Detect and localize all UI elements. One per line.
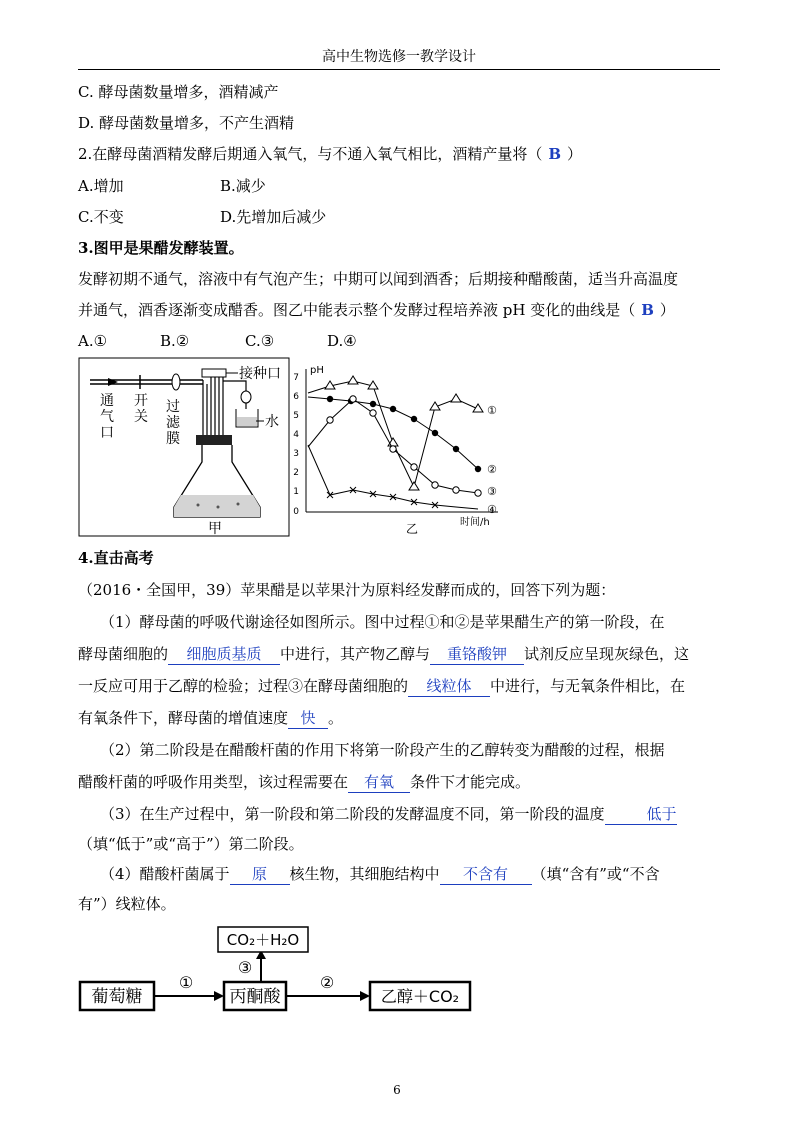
q2-option-b: B.减少 — [220, 177, 266, 195]
q4-title: 4.直击高考 — [78, 549, 154, 567]
y-tick-6: 6 — [293, 392, 299, 402]
q2-options-row2 — [78, 207, 728, 227]
y-tick-3: 3 — [293, 449, 299, 459]
step-3-label: ③ — [237, 958, 253, 977]
co2-water-label: CO₂＋H₂O — [226, 931, 300, 949]
glucose-label: 葡萄糖 — [91, 987, 143, 1007]
p1-d-text2: 。 — [328, 709, 344, 727]
answer-blank-4: 快 — [288, 708, 328, 729]
x-axis-label: 时间/h — [460, 517, 490, 528]
y-tick-4: 4 — [293, 430, 299, 440]
answer-blank-1: 细胞质基质 — [168, 644, 280, 665]
p2-b-text1: 醋酸杆菌的呼吸作用类型，该过程需要在 — [78, 773, 349, 791]
q2-answer: B — [548, 145, 562, 163]
q3-option-a: A.① — [78, 332, 108, 350]
q3-title: 3.图甲是果醋发酵装置。 — [78, 239, 244, 257]
p4-line-b: 有”）线粒体。 — [78, 895, 176, 913]
answer-blank-5: 有氧 — [348, 772, 410, 793]
q2-options-row1 — [78, 176, 728, 196]
curve-label-4: ④ — [487, 503, 497, 516]
curve-label-1: ① — [487, 404, 497, 417]
y-tick-7: 7 — [293, 373, 299, 383]
q2-option-a: A.增加 — [78, 177, 124, 195]
y-tick-0: 0 — [293, 507, 299, 517]
q3-answer: B — [641, 301, 654, 319]
p1-b-text1: 酵母菌细胞的 — [78, 645, 169, 663]
q3-close: ） — [659, 301, 675, 319]
q3-options — [78, 331, 728, 351]
q2-text: 2.在酵母菌酒精发酵后期通入氧气，与不通入氧气相比，酒精产量将（ — [78, 145, 543, 163]
label-filter-3: 膜 — [166, 431, 180, 447]
p1-line-b — [78, 644, 728, 665]
answer-blank-6: 低于 — [605, 804, 677, 825]
page-number: 6 — [393, 1083, 401, 1097]
label-water: 水 — [265, 414, 279, 430]
p3-a-text1: （3）在生产过程中，第一阶段和第二阶段的发酵温度不同，第一阶段的温度 — [100, 805, 605, 823]
label-port: 接种口 — [239, 366, 281, 382]
q3-line1: 发酵初期不通气，溶液中有气泡产生；中期可以闻到酒香；后期接种醋酸菌，适当升高温度 — [78, 270, 679, 288]
q2-option-d: D.先增加后减少 — [220, 208, 327, 226]
label-switch-2: 关 — [134, 409, 148, 425]
step-1-label: ① — [178, 973, 194, 992]
p1-line-a: （1）酵母菌的呼吸代谢途径如图所示。图中过程①和②是苹果醋生产的第一阶段，在 — [100, 613, 665, 631]
p3-line-a — [100, 804, 750, 825]
q3-option-c: C.③ — [245, 332, 275, 350]
y-tick-5: 5 — [293, 411, 299, 421]
p1-c-text1: 一反应可用于乙醇的检验；过程③在酵母菌细胞的 — [78, 677, 409, 695]
p4-line-a — [100, 864, 750, 885]
p1-line-c — [78, 676, 728, 697]
ethanol-label: 乙醇＋CO₂ — [380, 987, 460, 1006]
answer-blank-8: 不含有 — [440, 864, 532, 885]
q3-line2 — [78, 300, 728, 320]
caption-yi: 乙 — [406, 522, 419, 536]
label-switch-1: 开 — [134, 393, 148, 409]
respiration-pathway-diagram — [78, 925, 478, 1015]
p1-line-d — [78, 708, 728, 729]
y-tick-1: 1 — [293, 487, 299, 497]
p4-a-text2: 核生物，其细胞结构中 — [289, 865, 440, 883]
curve-label-3: ③ — [487, 485, 497, 498]
p4-a-text3: （填“含有”或“不含 — [531, 865, 660, 883]
y-axis-label: pH — [310, 365, 324, 376]
answer-blank-2: 重铬酸钾 — [430, 644, 524, 665]
page-header: 高中生物选修一教学设计 — [78, 46, 720, 70]
p1-b-text2: 中进行，其产物乙醇与 — [280, 645, 431, 663]
q3-text: 并通气，酒香逐渐变成醋香。图乙中能表示整个发酵过程培养液 pH 变化的曲线是（ — [78, 301, 636, 319]
p2-line-b — [78, 772, 728, 793]
p3-line-b: （填“低于”或“高于”）第二阶段。 — [78, 835, 304, 853]
answer-blank-7: 原 — [230, 864, 290, 885]
y-tick-2: 2 — [293, 468, 299, 478]
q2-option-c: C.不变 — [78, 208, 124, 226]
question-2 — [78, 144, 728, 164]
label-inlet-1: 通 — [100, 393, 114, 409]
p1-c-text2: 中进行，与无氧条件相比，在 — [490, 677, 686, 695]
answer-blank-3: 线粒体 — [408, 676, 490, 697]
label-filter-1: 过 — [166, 399, 180, 415]
option-c: C. 酵母菌数量增多，酒精减产 — [78, 83, 279, 101]
p1-d-text1: 有氧条件下，酵母菌的增值速度 — [78, 709, 289, 727]
curve-label-2: ② — [487, 463, 497, 476]
q3-option-d: D.④ — [327, 332, 357, 350]
p1-b-text3: 试剂反应呈现灰绿色，这 — [524, 645, 690, 663]
step-2-label: ② — [319, 973, 335, 992]
p4-a-text1: （4）醋酸杆菌属于 — [100, 865, 230, 883]
label-inlet-3: 口 — [100, 425, 114, 441]
option-d: D. 酵母菌数量增多，不产生酒精 — [78, 114, 295, 132]
fermentation-figure — [78, 357, 518, 539]
q4-source: （2016・全国甲，39）苹果醋是以苹果汁为原料经发酵而成的，回答下列为题： — [78, 581, 616, 599]
caption-jia: 甲 — [208, 521, 222, 537]
chart-yi — [293, 365, 498, 536]
p2-b-text2: 条件下才能完成。 — [410, 773, 531, 791]
label-filter-2: 滤 — [166, 415, 180, 431]
p2-line-a: （2）第二阶段是在醋酸杆菌的作用下将第一阶段产生的乙醇转变为醋酸的过程，根据 — [100, 741, 665, 759]
label-inlet-2: 气 — [100, 409, 114, 425]
q3-option-b: B.② — [160, 332, 190, 350]
q2-close: ） — [567, 145, 583, 163]
apparatus-jia — [79, 358, 289, 537]
pyruvate-label: 丙酮酸 — [229, 987, 281, 1007]
